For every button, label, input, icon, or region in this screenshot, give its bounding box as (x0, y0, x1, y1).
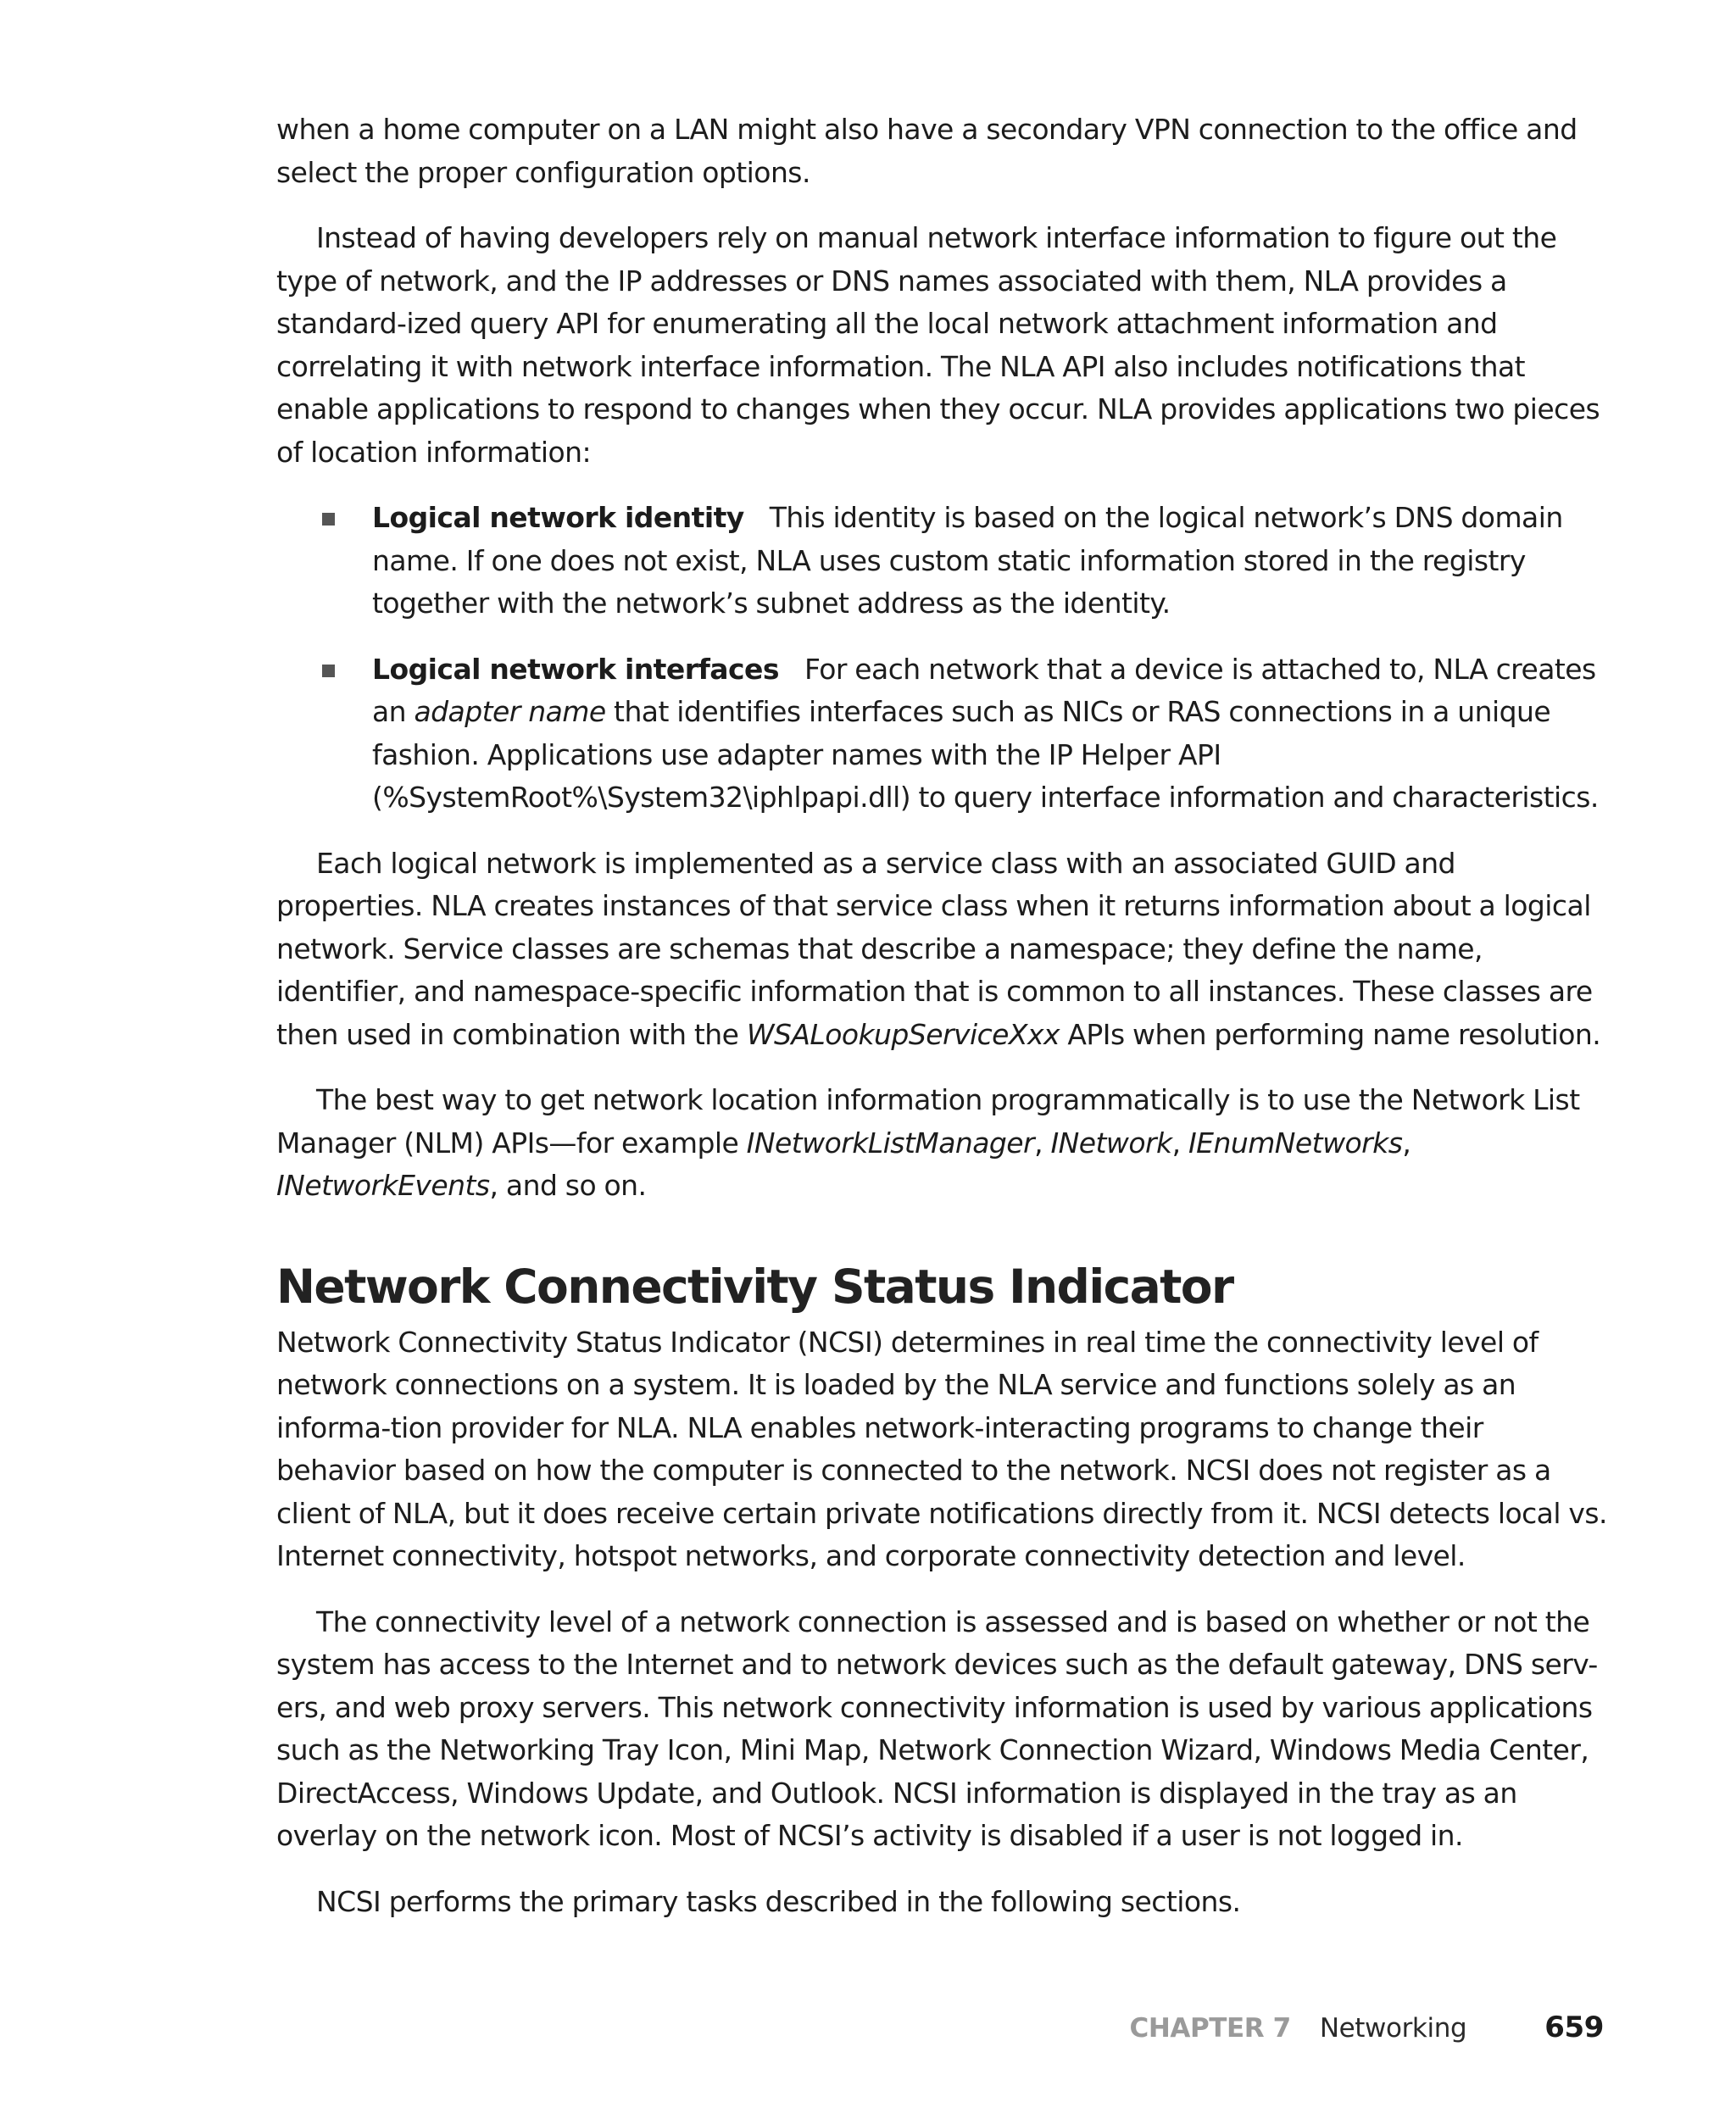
page-number: 659 (1544, 2011, 1604, 2044)
paragraph-intro-continued: when a home computer on a LAN might also have a secondary VPN connection to the office and select the proper configuration options. (276, 113, 1577, 189)
italic-api-name: INetwork (1050, 1126, 1172, 1160)
paragraph-ncsi-intro: Network Connectivity Status Indicator (NCSI) determines in real time the connectivity level of network connections on a system. It is loaded by the NLA service and functions solely as an informa-tion provider for NLA. NLA enables network-interacting programs to change their behavior based on how the computer is connected to the network. NCSI does not register as a client of NLA, but it does receive certain private notifications directly from it. NCSI detects local vs. Internet connectivity, hotspot networks, and corporate connectivity detection and level. (276, 1325, 1607, 1572)
list-item-text: This identity is based on the logical network’s DNS domain name. If one does not exist, NLA uses custom static information stored in the registry together with the network’s subnet address as the identity. (372, 501, 1563, 620)
text-run: , and so on. (489, 1169, 647, 1202)
list-item-term: Logical network interfaces (372, 652, 779, 686)
square-bullet-icon (322, 513, 335, 526)
footer-chapter-title: Networking (1319, 2013, 1467, 2044)
paragraph-service-class (276, 843, 1607, 1057)
paragraph-nla-api: Instead of having developers rely on manual network interface information to figure out the type of network, and the IP addresses or DNS names associated with them, NLA provides a standard-ized query API for enumerating all the local network attachment information and correlating it with network interface information. The NLA API also includes notifications that enable applications to respond to changes when they occur. NLA provides applications two pieces of location information: (276, 221, 1600, 469)
section-heading: Network Connectivity Status Indicator (276, 1259, 1233, 1314)
page-body (276, 108, 1607, 1923)
text-run: , (1171, 1126, 1188, 1160)
footer-chapter-label: CHAPTER 7 (1129, 2013, 1291, 2044)
list-item (276, 648, 1607, 820)
text-run: , (1034, 1126, 1051, 1160)
list-item-text: For each network that a device is attached to, NLA creates an (372, 652, 1596, 728)
paragraph-connectivity-level: The connectivity level of a network connection is assessed and is based on whether or not the system has access to the Internet and to network devices such as the default gateway, DNS serv-ers, and web proxy servers. This network connectivity information is used by various applications such as the Networking Tray Icon, Mini Map, Network Connection Wizard, Windows Media Center, DirectAccess, Windows Update, and Outlook. NCSI information is displayed in the tray as an overlay on the network icon. Most of NCSI’s activity is disabled if a user is not logged in. (276, 1605, 1598, 1852)
list-item (276, 497, 1607, 626)
text-run: Each logical network is implemented as a service class with an associated GUID and properties. NLA creates instances of that service class when it returns information about a logical network. Service classes are schemas that describe a namespace; they define the name, identifier, and namespace-specific information that is common to all instances. These classes are then used in combination with the (276, 846, 1593, 1051)
text-run: APIs when performing name resolution. (1059, 1017, 1601, 1051)
location-info-list (276, 497, 1607, 820)
italic-api-name: IEnumNetworks (1188, 1126, 1403, 1160)
paragraph-ncsi-tasks: NCSI performs the primary tasks described in the following sections. (316, 1884, 1241, 1918)
list-item-italic-term: adapter name (414, 695, 606, 728)
italic-api-name: WSALookupServiceXxx (746, 1017, 1060, 1051)
square-bullet-icon (322, 665, 335, 677)
page-footer (1129, 2011, 1604, 2053)
list-item-text-continued: that identifies interfaces such as NICs or RAS connections in a unique fashion. Applications use adapter names with the IP Helper API (%SystemRoot%\System32\iphlpapi.dll) to query interface information and characteristics. (372, 695, 1599, 814)
text-run: The best way to get network location information programmatically is to use the Network List Manager (NLM) APIs—for example (276, 1083, 1580, 1160)
italic-api-name: INetworkEvents (276, 1169, 490, 1202)
list-item-term: Logical network identity (372, 501, 744, 534)
paragraph-nlm-apis (276, 1079, 1607, 1208)
text-run: , (1402, 1126, 1411, 1160)
italic-api-name: INetworkListManager (746, 1126, 1035, 1160)
